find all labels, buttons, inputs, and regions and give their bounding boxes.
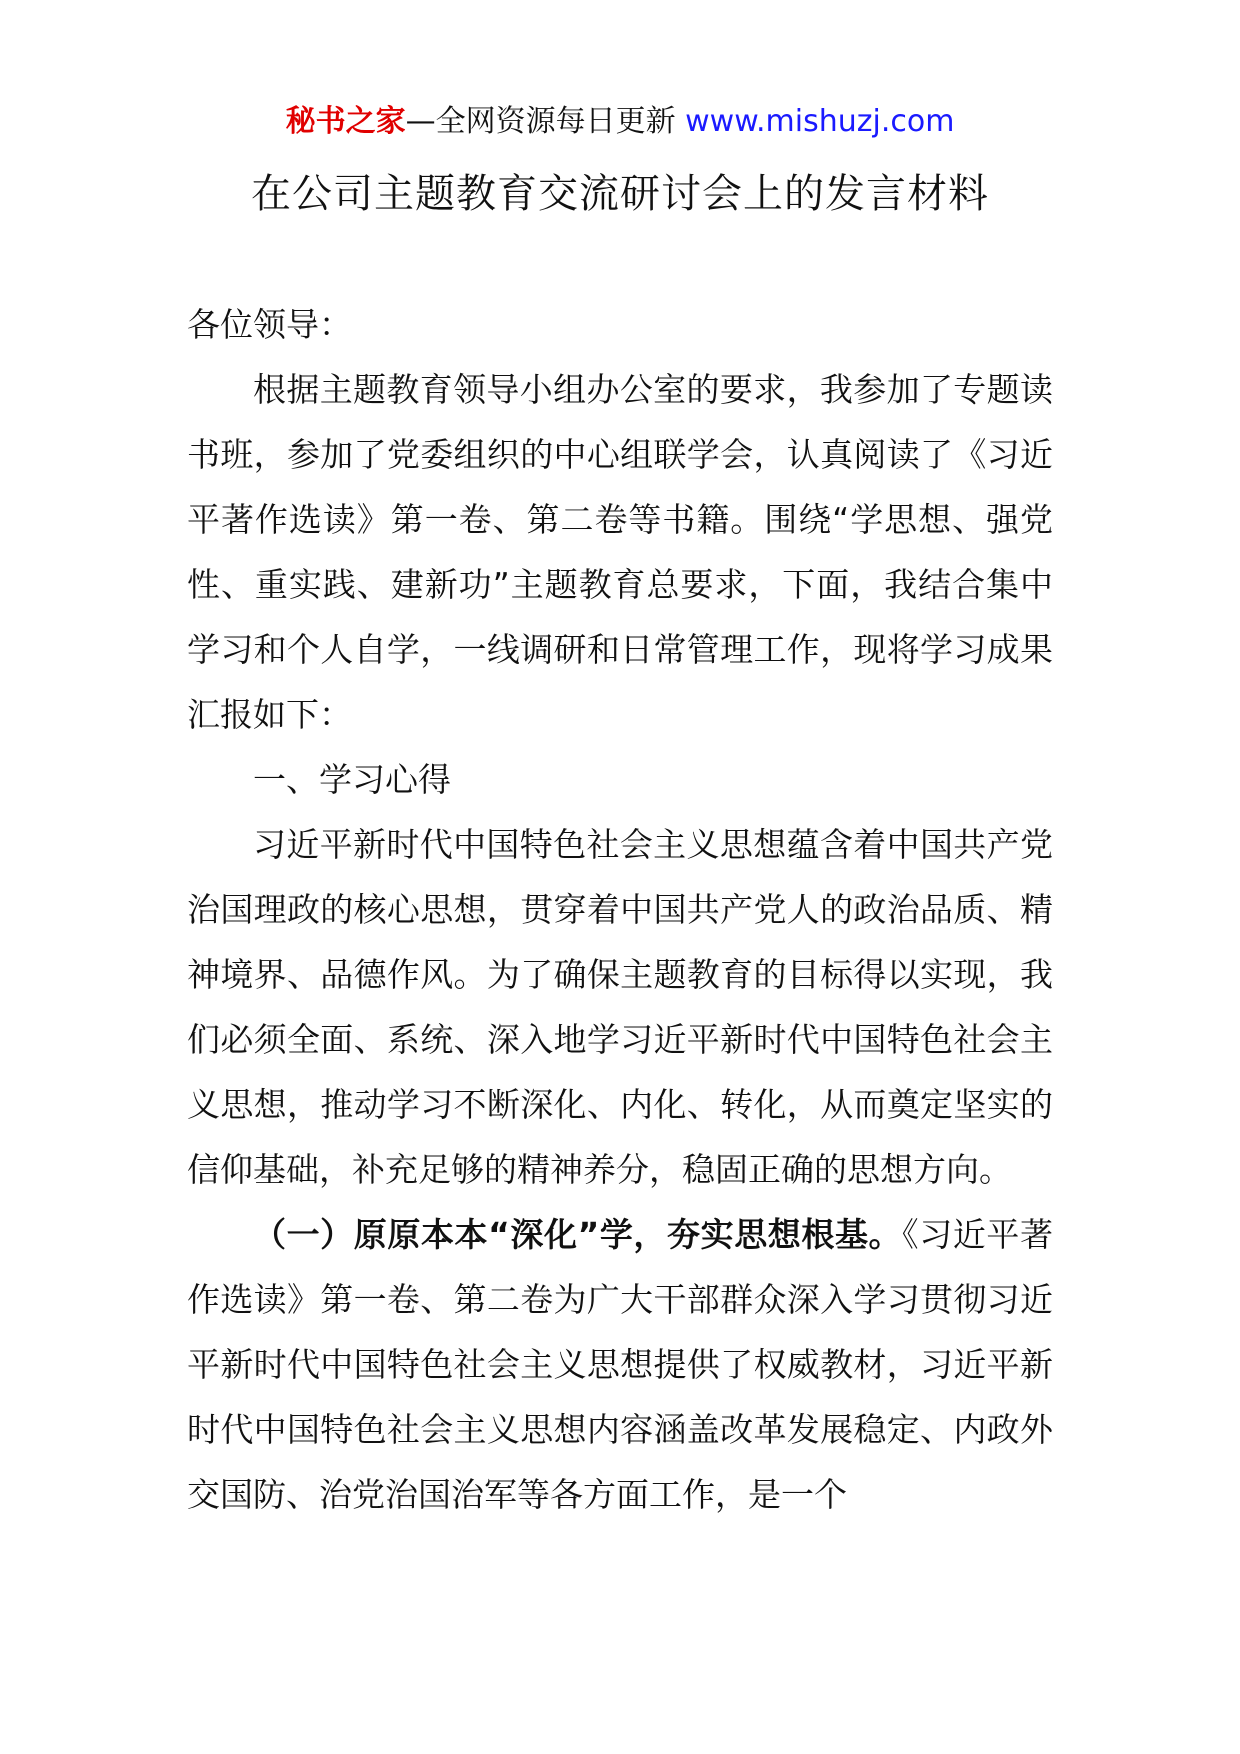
document-body — [187, 292, 1053, 1527]
banner-tagline: —全网资源每日更新 — [405, 104, 686, 139]
subsection-heading: （一）原原本本“深化”学，夯实思想根基。 — [253, 1215, 903, 1254]
document-title: 在公司主题教育交流研讨会上的发言材料 — [251, 171, 989, 217]
subsection-text: 《习近平著作选读》第一卷、第二卷为广大干部群众深入学习贯彻习近平新时代中国特色社会主义思想提供了权威教材，习近平新时代中国特色社会主义思想内容涵盖改革发展稳定、内政外交国防、治党治国治军等各方面工作，是一个 — [187, 1215, 1053, 1514]
subsection-paragraph — [187, 1202, 1053, 1527]
site-url-link[interactable]: www.mishuzj.com — [685, 104, 955, 139]
section-heading: 一、学习心得 — [253, 760, 451, 799]
brand-name: 秘书之家 — [285, 104, 406, 139]
section-paragraph: 习近平新时代中国特色社会主义思想蕴含着中国共产党治国理政的核心思想，贯穿着中国共产党人的政治品质、精神境界、品德作风。为了确保主题教育的目标得以实现，我们必须全面、系统、深入地学习近平新时代中国特色社会主义思想，推动学习不断深化、内化、转化，从而奠定坚实的信仰基础，补充足够的精神养分，稳固正确的思想方向。 — [187, 825, 1053, 1189]
intro-paragraph: 根据主题教育领导小组办公室的要求，我参加了专题读书班，参加了党委组织的中心组联学会，认真阅读了《习近平著作选读》第一卷、第二卷等书籍。围绕“学思想、强党性、重实践、建新功”主题教育总要求，下面，我结合集中学习和个人自学，一线调研和日常管理工作，现将学习成果汇报如下： — [187, 370, 1053, 734]
site-banner — [0, 100, 1240, 144]
salutation: 各位领导： — [187, 305, 352, 344]
